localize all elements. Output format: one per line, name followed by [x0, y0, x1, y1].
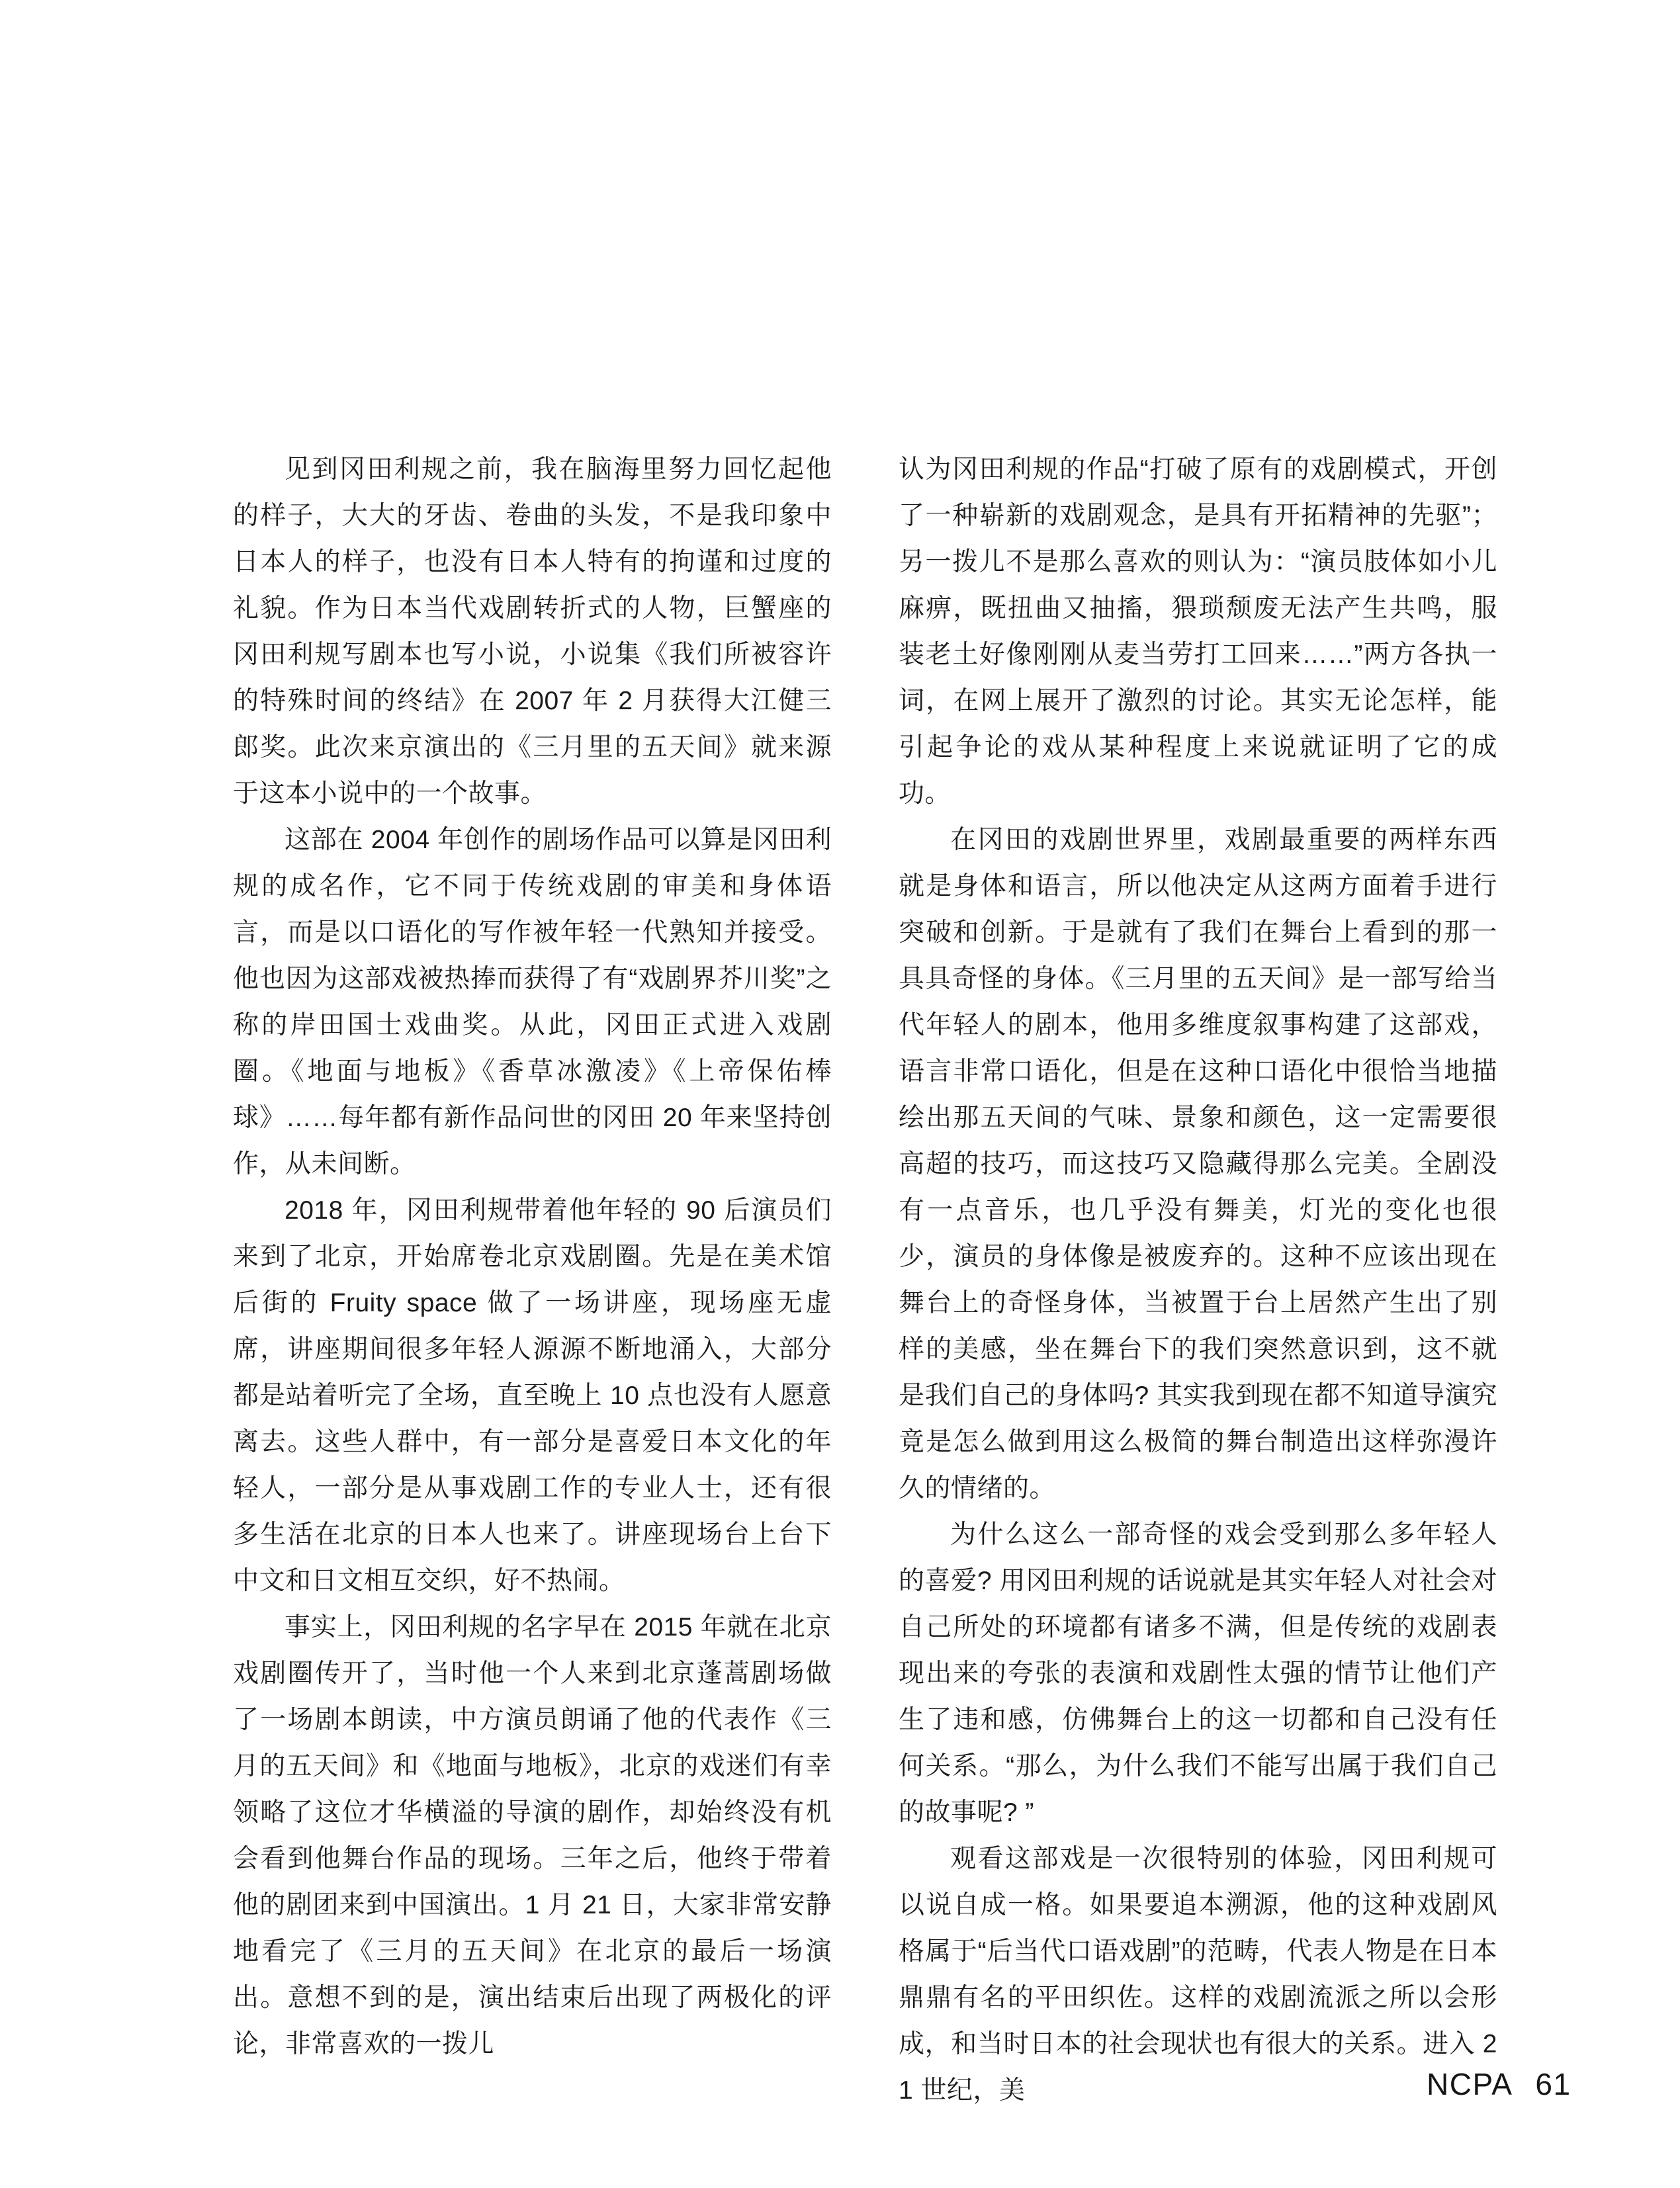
article-paragraph: 事实上，冈田利规的名字早在 2015 年就在北京戏剧圈传开了，当时他一个人来到北京蓬蒿剧场做了一场剧本朗读，中方演员朗诵了他的代表作《三月的五天间》和《地面与地板》，北京的戏迷们有幸领略了这位才华横溢的导演的剧作，却始终没有机会看到他舞台作品的现场。三年之后，他终于带着他的剧团来到中国演出。1 月 21 日，大家非常安静地看完了《三月的五天间》在北京的最后一场演出。意想不到的是，演出结束后出现了两极化的评论，非常喜欢的一拨儿 — [233, 1613, 832, 2058]
footer-brand: NCPA — [1427, 2067, 1513, 2101]
article-column-right — [899, 447, 1497, 2114]
article-paragraph: 观看这部戏是一次很特别的体验，冈田利规可以说自成一格。如果要追本溯源，他的这种戏剧风格属于“后当代口语戏剧”的范畴，代表人物是在日本鼎鼎有名的平田织佐。这样的戏剧流派之所以会形成，和当时日本的社会现状也有很大的关系。进入 21 世纪，美 — [899, 1845, 1497, 2105]
article-paragraph: 2018 年，冈田利规带着他年轻的 90 后演员们来到了北京，开始席卷北京戏剧圈。先是在美术馆后街的 Fruity space 做了一场讲座，现场座无虚席，讲座期间很多年轻人源源不断地涌入，大部分都是站着听完了全场，直至晚上 10 点也没有人愿意离去。这些人群中，有一部分是喜爱日本文化的年轻人，一部分是从事戏剧工作的专业人士，还有很多生活在北京的日本人也来了。讲座现场台上台下中文和日文相互交织，好不热闹。 — [233, 1196, 832, 1595]
article-paragraph: 在冈田的戏剧世界里，戏剧最重要的两样东西就是身体和语言，所以他决定从这两方面着手进行突破和创新。于是就有了我们在舞台上看到的那一具具奇怪的身体。《三月里的五天间》是一部写给当代年轻人的剧本，他用多维度叙事构建了这部戏，语言非常口语化，但是在这种口语化中很恰当地描绘出那五天间的气味、景象和颜色，这一定需要很高超的技巧，而这技巧又隐藏得那么完美。全剧没有一点音乐，也几乎没有舞美，灯光的变化也很少，演员的身体像是被废弃的。这种不应该出现在舞台上的奇怪身体，当被置于台上居然产生出了别样的美感，坐在舞台下的我们突然意识到，这不就是我们自己的身体吗? 其实我到现在都不知道导演究竟是怎么做到用这么极简的舞台制造出这样弥漫许久的情绪的。 — [899, 826, 1497, 1503]
article-paragraph-continuation: 认为冈田利规的作品“打破了原有的戏剧模式，开创了一种崭新的戏剧观念，是具有开拓精神的先驱”；另一拨儿不是那么喜欢的则认为：“演员肢体如小儿麻痹，既扭曲又抽搐，猥琐颓废无法产生共鸣，服装老土好像刚刚从麦当劳打工回来……”两方各执一词，在网上展开了激烈的讨论。其实无论怎样，能引起争论的戏从某种程度上来说就证明了它的成功。 — [899, 455, 1497, 808]
page-number: 61 — [1535, 2067, 1571, 2101]
article-paragraph: 这部在 2004 年创作的剧场作品可以算是冈田利规的成名作，它不同于传统戏剧的审美和身体语言，而是以口语化的写作被年轻一代熟知并接受。他也因为这部戏被热捧而获得了有“戏剧界芥川奖”之称的岸田国士戏曲奖。从此，冈田正式进入戏剧圈。《地面与地板》《香草冰激凌》《上帝保佑棒球》……每年都有新作品问世的冈田 20 年来坚持创作，从未间断。 — [233, 826, 832, 1178]
article-column-left — [233, 447, 832, 2068]
article-paragraph: 为什么这么一部奇怪的戏会受到那么多年轻人的喜爱? 用冈田利规的话说就是其实年轻人对社会对自己所处的环境都有诸多不满，但是传统的戏剧表现出来的夸张的表演和戏剧性太强的情节让他们产生了违和感，仿佛舞台上的这一切都和自己没有任何关系。“那么，为什么我们不能写出属于我们自己的故事呢? ” — [899, 1520, 1497, 1827]
article-paragraph: 见到冈田利规之前，我在脑海里努力回忆起他的样子，大大的牙齿、卷曲的头发，不是我印象中日本人的样子，也没有日本人特有的拘谨和过度的礼貌。作为日本当代戏剧转折式的人物，巨蟹座的冈田利规写剧本也写小说，小说集《我们所被容许的特殊时间的终结》在 2007 年 2 月获得大江健三郎奖。此次来京演出的《三月里的五天间》就来源于这本小说中的一个故事。 — [233, 455, 832, 808]
page-footer — [1427, 2069, 1571, 2099]
